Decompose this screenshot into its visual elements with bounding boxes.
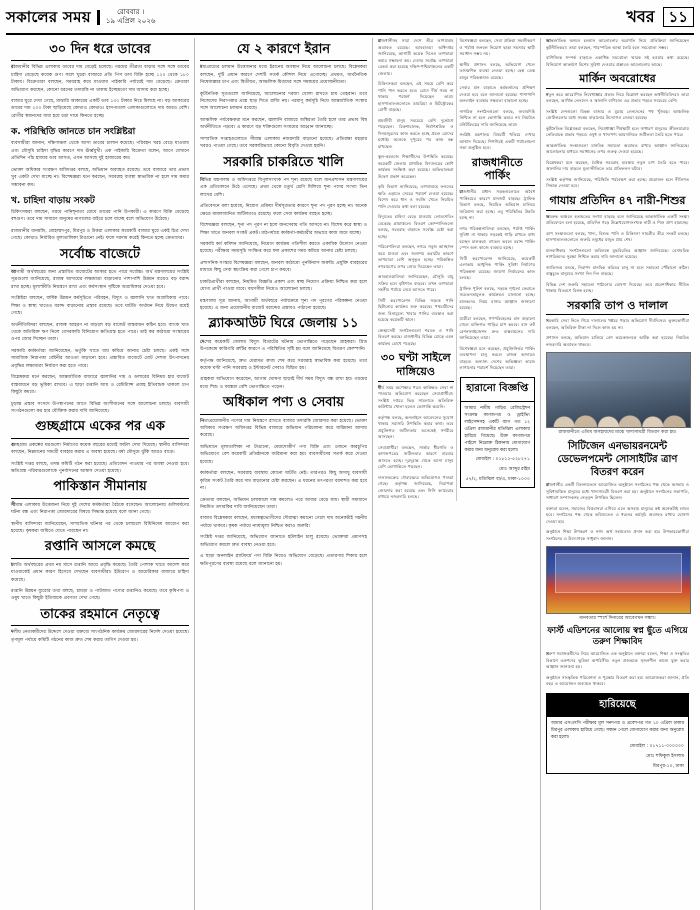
subheading: খ. চাহিদা বাড়ায় সংকট <box>11 195 95 206</box>
lost-notice-body: আমার নামীয় গাড়ির রেজিস্ট্রেশন সংক্রান্ত কাগজপত্র ও ড্রাইভিং লাইসেন্সসহ একটি ব্যাগ গত ১২ এপ্রিল রাজধানীর মতিঝিল এলাকায় হারিয়ে গিয়েছে। উক্ত কাগজপত্র পাইলে নিম্নোক্ত ঠিকানায় যোগাযোগ করার জন্য অনুরোধ করা হলো। <box>464 405 530 453</box>
headline-guchhogram: গুচ্ছগ্রামে একের পর এক <box>11 419 189 438</box>
headline-budget: সর্বোচ্চ বাজেটে <box>11 247 189 266</box>
photo-headline-first-edition: ফার্স্ট এডিশনের আলোয় স্বপ্ন ছুঁতে এগিয়ে তরুণ শিক্ষাবিদ <box>547 626 688 648</box>
subheading: ক. পরিস্থিতি জানতে চান সংশ্লিষ্টরা <box>11 127 136 138</box>
article-paragraph: অভিযানে মূল্যতালিকা না টাঙানো, মেয়াদোত্তীর্ণ পণ্য বিক্রি এবং ওজনে কারচুপির অভিযোগে বেশ কয়েকটি প্রতিষ্ঠানকে জরিমানা করা হয়। ব্যবসায়ীদের সতর্ক করে দেওয়া হয়েছে। <box>200 444 367 465</box>
article-paragraph: সংশ্লিষ্ট মন্ত্রণালয় বিষয়টি খতিয়ে দেখার আশ্বাস দিয়েছে। শিগগিরই একটি পর্যালোচনা সভা অনুষ্ঠিত হবে। <box>459 132 535 150</box>
article-paragraph: রাজধানীসহ সারা দেশে তীব্র তাপপ্রবাহ অব্যাহত রয়েছে। আবহাওয়া অধিদপ্তর জানিয়েছে, আগামী কয়েক দিনেও তাপমাত্রা কমার সম্ভাবনা কম। দেশের সর্বোচ্চ তাপমাত্রা রেকর্ড করা হয়েছে দক্ষিণ-পশ্চিমাঞ্চলের একটি জেলায়। <box>378 38 454 76</box>
headline-blackout: ব্ল্যাকআউট ঘিরে জেলায় ১১ <box>200 316 367 335</box>
column-2 <box>194 38 372 910</box>
article-paragraph: সিটি করপোরেশন জানিয়েছে, কয়েকটি এলাকায় আধুনিক পার্কিং সুবিধা নির্মাণের পরিকল্পনা রয়েছে। জায়গা নির্বাচনের কাজ চলছে। <box>459 255 535 280</box>
lost-notice-address-2: মিরপুর-১০, ঢাকা <box>652 763 684 769</box>
photo-headline-cends: সিটিজেন এনভায়রনমেন্ট ডেভেলপমেন্ট সোসাইটির ত্রাণ বিতরণ করেন <box>557 441 678 479</box>
article-paragraph: নাগরিক সংগঠনগুলো বলছে, জবাবদিহি নিশ্চিত না হলে ভোগান্তি কমবে না। নিয়মিত মনিটরিংয়ের দাবি জানিয়েছে তারা। <box>459 108 535 127</box>
article-paragraph: ত্রাণ সংস্থাগুলো বলছে, খাদ্য, বিশুদ্ধ পানি ও চিকিৎসা সামগ্রীর তীব্র সংকট চলছে। হাসপাতালগুলোতে জরুরি ওষুধের মজুত প্রায় শেষ। <box>546 230 689 242</box>
issue-date <box>106 8 156 27</box>
article-paragraph: গ্রাহকরা অভিযোগ করেছেন, আগাম ঘোষণা ছাড়াই দীর্ঘ সময় বিদ্যুৎ বন্ধ রাখা হয়। গরমের মধ্যে শিশু ও বয়স্করা বেশি ভোগান্তিতে পড়েন। <box>200 377 367 390</box>
article-paragraph: আন্তর্জাতিক সংস্থাগুলো মানবিক সহায়তা অব্যাহত রাখার আহ্বান জানিয়েছে। আলোচনার মাধ্যমে সমাধানের ওপর গুরুত্ব দেওয়া হয়েছে। <box>546 142 689 155</box>
article-paragraph: কূটনৈতিক সূত্রগুলো জানিয়েছে, আলোচনার দরজা খোলা রাখতে চায় তেহরান। তবে নিজেদের নিরাপত্তার প্রশ্নে ছাড় দিতে রাজি নয়। পরমাণু কর্মসূচি নিয়ে আন্তর্জাতিক সংস্থার সঙ্গে আলোচনা চলমান রয়েছে। <box>200 91 367 112</box>
article-paragraph: চিকিৎসকরা বলছেন, এই সময়ে বেশি করে পানি পান করতে হবে। রোদে দীর্ঘ সময় না থাকার পরামর্শ দিয়েছেন তারা। হাসপাতালগুলোতে ডায়রিয়া ও হিটস্ট্রোকের রোগী বাড়ছে। <box>378 81 454 112</box>
page-number: ১১ <box>663 7 694 28</box>
article-paragraph: মানবাধিকার সংগঠনগুলো অবিলম্বে যুদ্ধবিরতির আহ্বান জানিয়েছে। বেসামরিক নাগরিকদের সুরক্ষা নিশ্চিত করার দাবি জানানো হয়েছে। <box>546 247 689 259</box>
column-3-inner <box>378 38 535 501</box>
article-paragraph: চলতি অর্থবছরের প্রথম নয় মাসে রপ্তানি আয়ে প্রবৃদ্ধি কমেছে। তৈরি পোশাক খাতে আদেশ কমে যাওয়াকেই প্রধান কারণ হিসেবে দেখছেন ব্যবসায়ীরা। ইউরোপ ও আমেরিকার বাজারে চাহিদা কমেছে। <box>11 562 189 583</box>
article-paragraph: শ্রমজীবী মানুষ সবচেয়ে বেশি দুর্ভোগে পড়েছেন। রিকশাচালক, নির্মাণশ্রমিক ও দিনমজুরদের কাজ করতে হচ্ছে প্রচণ্ড রোদের মধ্যেই। অনেকে দুপুরের পর কাজ বন্ধ রাখছেন। <box>378 117 454 149</box>
article-paragraph: রাজধানীর প্রধান সড়কগুলোতে অবৈধ পার্কিংয়ের কারণে যানজট বাড়ছে। ট্রাফিক বিভাগ বলছে, নিয়মিত অভিযান চালিয়ে জরিমানা করা হচ্ছে। তবু পরিস্থিতির উন্নতি হচ্ছে না। <box>459 189 535 220</box>
article-paragraph: চিকিৎসকরা বলছেন, গরমে পানিশূন্যতা রোধে ডাবের পানি উপকারী। এ কারণে বিক্রি বেড়েছে বহুগুণ। তবে দাম সাধারণ মানুষের নাগালের বাইরে চলে যাচ্ছে বলে অভিযোগ উঠেছে। <box>11 209 189 223</box>
article-paragraph: সরকারি কর্ম কমিশন জানিয়েছে, নিয়োগ কার্যক্রম গতিশীল করতে একাধিক উদ্যোগ নেওয়া হয়েছে। পরীক্ষার সময়সূচি সংক্ষিপ্ত করে ফল প্রকাশের সময় কমিয়ে আনার চেষ্টা চলছে। <box>200 241 367 255</box>
photo-relief-distribution <box>546 352 691 428</box>
article-paragraph: তরুণ সমাজকর্মীদের নিয়ে আয়োজিত এক অনুষ্ঠানে বক্তারা বলেন, শিক্ষা ও সংস্কৃতির বিকাশে তরুণদের ভূমিকা অপরিসীম। নতুন প্রজন্মকে সৃজনশীল কাজে যুক্ত করার আহ্বান জানানো হয়। <box>546 651 689 670</box>
article-paragraph: বিশেষজ্ঞরা বলছেন, শূন্য পদ পূরণ না হলে জনসেবায় গতি আসবে না। বিশেষ করে স্বাস্থ্য ও শিক্ষা খাতে জনবল সংকট প্রকট। মাঠপর্যায়ে কর্মকর্তা-কর্মচারীর অভাবে কাজ জমে যাচ্ছে। <box>200 223 367 236</box>
article-paragraph: অনুষ্ঠানে শিক্ষা উপকরণ ও নগদ অর্থ সহায়তাও প্রদান করা হয়। উপকারভোগীরা সংগঠনের এ উদ্যোগকে সাধুবাদ জানান। <box>546 529 689 541</box>
article-paragraph: দলীয় নেতাকর্মীদের উদ্দেশে দেওয়া বক্তব্যে সাংগঠনিক কার্যক্রম জোরদারের নির্দেশ দেওয়া হয়েছে। তৃণমূল পর্যায়ে কমিটি গঠনের কাজ দ্রুত শেষ করার তাগিদ দেওয়া হয়। <box>11 630 189 643</box>
headline-goods-services: অধিকাল পণ্য ও সেবায় <box>200 395 367 414</box>
issue-date-line1: রোববার । <box>117 7 145 16</box>
article-paragraph: বাজার ঘুরে দেখা গেছে, মাঝারি আকারের একটি ডাব ১৩০ টাকার নিচে মিলছে না। বড় আকারের ডাবের দাম ২০০ টাকা ছাড়িয়েছে কোথাও কোথাও। হাসপাতাল এলাকাগুলোতে দাম আরও বেশি। রোগীর স্বজনদের বাধ্য হয়ে চড়া দামে কিনতে হচ্ছে। <box>11 99 189 119</box>
masthead-right <box>626 4 694 31</box>
headline-govt-broker: সরকারি তাপ ও দালাল <box>546 299 689 316</box>
article-paragraph: এ ছাড়া অনলাইন প্ল্যাটফর্মে পণ্য বিক্রি নিয়েও অভিযোগ বেড়েছে। প্রতারণার শিকার হলে ক্ষতিপূরণের ব্যবস্থা রয়েছে বলে জানানো হয়। <box>200 554 367 567</box>
article-paragraph: বাণিজ্যিক সম্পর্ক বাড়াতে একাধিক সমঝোতা স্মারক সই হওয়ার কথা রয়েছে। বিনিয়োগ আকর্ষণে বিশেষ সুবিধা দেওয়ার প্রস্তাবও আলোচনায় আছে। <box>546 55 689 67</box>
article-paragraph: বিশ্লেষকরা মনে করছেন, বৈশ্বিক সরবরাহ ব্যবস্থায় নতুন চাপ তৈরি হতে পারে। জ্বালানির দাম বাড়লে মূল্যস্ফীতিতে তার প্রতিফলন ঘটবে। <box>546 159 689 172</box>
article-paragraph: স্কুল-কলেজে শিক্ষার্থীদের উপস্থিতি কমেছে। কয়েকটি জেলায় প্রাথমিক বিদ্যালয়ের শ্রেণি কার্যক্রম সংক্ষিপ্ত করা হয়েছে। অভিভাবকরা উদ্বেগ প্রকাশ করেছেন। <box>378 154 454 179</box>
headline-leadership: তাকের রহমানে নেতৃত্বে <box>11 607 189 626</box>
article-paragraph: সাম্প্রতিক সপ্তাহগুলোতে সীমান্ত এলাকায় নজরদারি বাড়ানো হয়েছে। প্রতিরক্ষা মহড়ার খবরও পাওয়া গেছে। তবে সরকারিভাবে কোনো বিবৃতি দেওয়া হয়নি। <box>200 136 367 150</box>
column-1 <box>6 38 194 910</box>
issue-date-line2: ১৯ এপ্রিল ২০২৬ <box>105 17 156 25</box>
headline-gaza: গাযায় প্রতিদিন ৪৭ নারী-শিশুর <box>546 194 689 211</box>
article-paragraph: কর্তৃপক্ষ বলছে, অনলাইনে আবেদনের সুযোগ থাকায় সরাসরি উপস্থিতি কমার কথা। তবে প্রযুক্তিগত জটিলতায় অনেকেই সশরীরে আসছেন। <box>378 414 454 439</box>
article-paragraph: প্রতিবেদনে বলা হয়েছে, নিয়োগ প্রক্রিয়া দীর্ঘসূত্রতার কারণে শূন্য পদ পূরণ হচ্ছে না। অনেক ক্ষেত্রে মামলাজনিত জটিলতাও রয়েছে। ফলে সেবা কার্যক্রম ব্যাহত হচ্ছে। <box>200 204 367 217</box>
photo-caption: মানবতার স্পর্শে দিনারের আবেগঘন সন্ধ্যা। <box>579 616 656 622</box>
article-paragraph: সংশ্লিষ্ট কর্তৃপক্ষ জানিয়েছে, পরিস্থিতি পর্যবেক্ষণ করা হচ্ছে। প্রয়োজন হলে নীতিগত সিদ্ধান্ত নেওয়া হবে। <box>546 176 689 189</box>
article-paragraph: আঞ্চলিক পর্যবেক্ষকরা মনে করছেন, জ্বালানি বাজারে অস্থিরতা তৈরি হলে তার প্রভাব বিশ্ব অর্থনীতিতে পড়বে। এ কারণে বড় শক্তিগুলো সংযমের আহ্বান জানাচ্ছে। <box>200 117 367 131</box>
article-paragraph: স্বেচ্ছাসেবী সংগঠনগুলো শরবত ও পানি বিতরণ করছে। রাজধানীর বিভিন্ন মোড়ে এমন কার্যক্রম চোখে পড়েছে। <box>378 327 454 346</box>
article-paragraph: স্থানীয় প্রশাসন বলছে, অভিযোগ পেলে তাৎক্ষণিক ব্যবস্থা নেওয়া হচ্ছে। হেল্প ডেস্ক চালুর পরিকল্পনাও রয়েছে। <box>459 61 535 80</box>
article-paragraph: রাজধানীর বিভিন্ন এলাকায় ডাবের দাম বেড়েই চলেছে। গরমের তীব্রতা বাড়ার সঙ্গে সঙ্গে ডাবের চাহিদা বেড়েছে কয়েক গুণ। ফলে খুচরা বাজারে প্রতি পিস ডাব বিক্রি হচ্ছে ১২০ থেকে ১৮০ টাকায়। বিক্রেতারা বলছেন, সরবরাহ কমে যাওয়ায় পাইকারি পর্যায়েই দাম বেড়েছে। ক্রেতারা অভিযোগ করছেন, কোনো ধরনের তদারকি না থাকায় ইচ্ছেমতো দাম আদায় করা হচ্ছে। <box>11 65 189 93</box>
article-paragraph: নিত্যপ্রয়োজনীয় পণ্যের দাম নিয়ন্ত্রণে রাখতে বাজার তদারকি জোরদার করা হয়েছে। ভোক্তা অধিকার সংরক্ষণ অধিদপ্তর বিভিন্ন বাজারে অভিযান পরিচালনা করে জরিমানা আদায় করেছে। <box>200 418 367 439</box>
article-paragraph: প্রশাসন বলছে, অভিযান চালিয়ে বেশ কয়েকজনকে আটক করা হয়েছে। নিয়মিত নজরদারি অব্যাহত থাকবে। <box>546 335 689 347</box>
article-paragraph: চূড়ান্ত প্রস্তাব সংসদে উপস্থাপনের আগে বিভিন্ন অংশীজনের সঙ্গে আলোচনা চলছে। ব্যবসায়ী সংগঠনগুলো কর হার যৌক্তিক করার দাবি জানিয়েছে। <box>11 401 189 414</box>
masthead <box>6 4 694 35</box>
paper-name: সকালের সময় <box>6 10 100 25</box>
article-paragraph: সংশ্লিষ্টরা বলছেন, বার্ষিক উন্নয়ন কর্মসূচিতে পরিবহন, বিদ্যুৎ ও জ্বালানি খাত অগ্রাধিকার পাবে। শিক্ষা ও স্বাস্থ্য খাতেও বরাদ্দ বাড়ানোর প্রস্তাব রয়েছে। তবে ঘাটতি অর্থায়ন নিয়ে উদ্বেগ রয়েই গেছে। <box>11 296 189 317</box>
article-paragraph: সীমান্ত এলাকায় উত্তেজনা নিয়ে দুই দেশের কর্মকর্তারা বৈঠকে বসেছেন। আলোচনায় গুলিবর্ষণের ঘটনা বন্ধ এবং নিরাপত্তা জোরদারের বিষয়ে সিদ্ধান্ত হয়েছে বলে জানা গেছে। <box>11 502 189 516</box>
article-paragraph: বিশেষজ্ঞরা বলছেন, সেবা প্রক্রিয়া সহজীকরণ ও পর্যাপ্ত জনবল নিয়োগ ছাড়া সমস্যার স্থায়ী সমাধান সম্ভব নয়। <box>459 38 535 56</box>
lost-notice-title-2: হারিয়েছে <box>547 694 688 717</box>
article-paragraph: চাকরিপ্রার্থীরা বলছেন, নিয়মিত বিজ্ঞপ্তি প্রকাশ এবং স্বচ্ছ নিয়োগ প্রক্রিয়া নিশ্চিত করা হলে যোগ্য প্রার্থী পাওয়া যাবে। বয়সসীমা নিয়েও আলোচনা চলছে। <box>200 279 367 293</box>
article-paragraph: রপ্তানি উন্নয়ন ব্যুরোর তথ্য বলছে, চামড়া ও পাটজাত পণ্যের রপ্তানিও কমেছে। তবে কৃষিপণ্য ও ওষুধ খাতে কিছুটা ইতিবাচক প্রবণতা দেখা গেছে। <box>11 588 189 602</box>
article-paragraph: সংশ্লিষ্ট দেশগুলো বিকল্প বাজার ও মুদ্রায় লেনদেনের পথ খুঁজছে। আঞ্চলিক জোটগুলোর মধ্যে সমন্বয় বাড়ানোর উদ্যোগও নেওয়া হয়েছে। <box>546 108 689 121</box>
article-paragraph: ট্রাফিক পুলিশ বলছে, সড়কে শৃঙ্খলা ফেরাতে সচেতনতামূলক কার্যক্রমও চালানো হচ্ছে। চালকদের নিয়ম মানার আহ্বান জানানো হয়েছে। <box>459 285 535 310</box>
article-paragraph: সেবার মান বাড়াতে কর্মকর্তাদের প্রশিক্ষণ দেওয়া হবে বলে জানানো হয়েছে। পাশাপাশি অনলাইন ব্যবস্থার সক্ষমতা বাড়ানো হচ্ছে। <box>459 85 535 103</box>
headline-us-sanctions: মার্কিন অবরোধের <box>546 72 689 89</box>
lost-notice-address: ৫৭/২, মতিঝিল বা/এ, ঢাকা-১০০০ <box>465 476 530 482</box>
article-paragraph: রাজধানীর একটি মিলনায়তনে আয়োজিত অনুষ্ঠানে সংগঠনের পক্ষ থেকে অসহায় ও সুবিধাবঞ্চিত মানুষের মধ্যে খাদ্যসামগ্রী বিতরণ করা হয়। অনুষ্ঠানে সংগঠনের সভাপতি, সাধারণ সম্পাদকসহ নেতৃবৃন্দ উপস্থিত ছিলেন। <box>546 482 689 501</box>
article-paragraph: দালালচক্রের দৌরাত্ম্যের অভিযোগও পাওয়া গেছে। কর্তৃপক্ষ জানিয়েছে, নিরাপত্তা জোরদার করা হয়েছে এবং সিসি ক্যামেরার মাধ্যমে নজরদারি চলছে। <box>378 474 454 499</box>
article-paragraph: সরকারি কর্মকর্তারা জানিয়েছেন, ভর্তুকি খাতে ব্যয় কমিয়ে আনার চেষ্টা চলছে। একই সঙ্গে সামাজিক নিরাপত্তা বেষ্টনীর আওতা বাড়ানো হবে। প্রস্তাবিত বাজেটে মোট দেশজ উৎপাদনের প্রবৃদ্ধির লক্ষ্যমাত্রা নির্ধারণ করা হতে পারে। <box>11 348 189 369</box>
article-paragraph: পরিবেশবিদরা বলছেন, নগরে সবুজ আচ্ছাদন কমে যাওয়া এবং জলাশয় ভরাটের কারণে তাপমাত্রা বেশি অনুভূত হচ্ছে। পরিকল্পিত নগরায়ণের ওপর জোর দিয়েছেন তারা। <box>378 244 454 269</box>
article-paragraph: বিদ্যুতের চাহিদা বেড়ে যাওয়ায় লোডশেডিং বেড়েছে গ্রামাঞ্চলে। বিতরণ কোম্পানিগুলো বলছে, সরবরাহ বাড়াতে সর্বোচ্চ চেষ্টা করা হচ্ছে। <box>378 214 454 239</box>
article-paragraph: সেবাপ্রার্থীরা বলছেন, সার্ভার ধীরগতি ও কাগজপত্রের জটিলতার কারণে বারবার আসতে হচ্ছে। দূরদূরান্ত থেকে আসা মানুষ বেশি ভোগান্তিতে পড়ছেন। <box>378 444 454 469</box>
article-paragraph: সরকারি সেবা নিতে গিয়ে দালালের খপ্পরে পড়ার অভিযোগ দীর্ঘদিনের। ভুক্তভোগীরা বলছেন, অতিরিক্ত টাকা না দিলে কাজ হয় না। <box>546 318 689 330</box>
lost-notice-name: মোঃ আব্দুর রহিম <box>498 466 530 472</box>
article-paragraph: আন্তর্জাতিক অঙ্গনে চলমান আলোচনার অগ্রগতি নিয়ে প্রতিক্রিয়া জানিয়েছেন কূটনীতিকরা। তারা বলছেন, পারস্পরিক আস্থা তৈরি হলে সমঝোতা সম্ভব। <box>546 38 689 50</box>
article-paragraph: কর্মকর্তারা বলছেন, সরবরাহ ব্যবস্থায় কোনো ঘাটতি নেই। তারপরও কিছু অসাধু ব্যবসায়ী কৃত্রিম সংকট তৈরি করে দাম বাড়ানোর চেষ্টা করছেন। এ ধরনের তৎপরতা বরদাশত করা হবে না। <box>200 471 367 492</box>
article-paragraph: নগর পরিকল্পনাবিদরা বলছেন, পর্যাপ্ত পার্কিং সুবিধা না থাকায় সড়কেই গাড়ি রাখতে বাধ্য হচ্ছেন চালকরা। বহুতল ভবনে বরাদ্দ পার্কিং স্পেস অন্য কাজে ব্যবহার হচ্ছে। <box>459 225 535 250</box>
article-paragraph: বিভিন্ন মন্ত্রণালয় ও অধিদপ্তরে বিপুলসংখ্যক পদ শূন্য রয়েছে বলে জনপ্রশাসন মন্ত্রণালয়ের এক প্রতিবেদনে উঠে এসেছে। প্রথম থেকে চতুর্থ শ্রেণি মিলিয়ে শূন্য পদের সংখ্যা তিন লাখের বেশি। <box>200 177 367 198</box>
article-paragraph: মন্ত্রণালয় সূত্র জানায়, আগামী অর্থবছরে পর্যায়ক্রমে শূন্য পদ পূরণের পরিকল্পনা নেওয়া হয়েছে। এ জন্য প্রয়োজনীয় বাজেট বরাদ্দের প্রস্তাবও পাঠানো হয়েছে। <box>200 298 367 311</box>
article-paragraph: নতুন করে আরোপিত নিষেধাজ্ঞার প্রভাব নিয়ে বিশ্লেষণ করছেন অর্থনীতিবিদরা। তারা বলছেন, আর্থিক লেনদেন ও জ্বালানি বাণিজ্যে এর প্রভাব পড়বে সবচেয়ে বেশি। <box>546 91 689 104</box>
article-paragraph: গুচ্ছগ্রাম প্রকল্পের ঘরগুলো নির্মাণের কয়েক বছরের মধ্যেই ফাটল দেখা দিয়েছে। স্থানীয় বাসিন্দারা বলছেন, নিম্নমানের সামগ্রী ব্যবহার করায় এ অবস্থা হয়েছে। বর্ষা মৌসুমে ঝুঁকি আরও বাড়ে। <box>11 442 189 456</box>
lost-notice-name-2: মোঃ শফিকুল ইসলাম <box>646 753 684 759</box>
article-paragraph: অনুষ্ঠানে সাংস্কৃতিক পরিবেশনা ও পুরস্কার বিতরণ করা হয়। আয়োজকরা জানান, প্রতি বছর এ আয়োজন অব্যাহত থাকবে। <box>546 674 689 687</box>
article-paragraph: বাজার বিশ্লেষকরা বলছেন, মধ্যস্বত্বভোগীদের দৌরাত্ম্য কমানো গেলে দাম অনেকটাই সহনীয় পর্যায়ে থাকবে। কৃষক পর্যায়ে ন্যায্যমূল্য নিশ্চিত করাও জরুরি। <box>200 516 367 529</box>
article-paragraph: কৃষি বিভাগ জানিয়েছে, তাপপ্রবাহে ফসলের ক্ষতি এড়াতে সেচের পরামর্শ দেওয়া হয়েছে। বিশেষ করে ধান ও সবজি খেতে নিয়মিত পানি দেওয়ার কথা বলা হয়েছে। <box>378 184 454 209</box>
article-paragraph: বিভিন্ন দেশ জরুরি সহায়তা পাঠানোর ঘোষণা দিয়েছে। তবে প্রবেশাধিকার সীমিত থাকায় বিতরণে বিলম্ব হচ্ছে। <box>546 281 689 293</box>
article-paragraph: বিশ্লেষকরা মনে করছেন, আন্তর্জাতিক বাজারে জ্বালানির দাম ও ডলারের বিনিময় হার বাজেট বাস্তবায়নে বড় ভূমিকা রাখবে। এ ছাড়া রপ্তানি আয় ও রেমিট্যান্স প্রবাহ ইতিবাচক থাকলে চাপ কিছুটা কমবে। <box>11 375 189 396</box>
lost-notice-box <box>460 377 536 488</box>
article-paragraph: আগামী অর্থবছরের জন্য প্রস্তাবিত বাজেটের আকার হতে পারে সর্বোচ্চ। অর্থ মন্ত্রণালয়ের সংশ্লিষ্ট সূত্রগুলো জানিয়েছে, রাজস্ব আদায়ের লক্ষ্যমাত্রা বাড়ানোর পাশাপাশি উন্নয়ন ব্যয়েও বড় বরাদ্দ রাখা হচ্ছে। মূল্যস্ফীতি নিয়ন্ত্রণে রাখা এবং কর্মসংস্থান সৃষ্টিকে অগ্রাধিকার দেওয়া হবে। <box>11 269 189 290</box>
lost-notice-body-2: আমার এসএসসি পরীক্ষার মূল সনদপত্র ও প্রবেশপত্র গত ১০ এপ্রিল ঢাকার মিরপুর এলাকায় হারিয়ে গেছে। সন্ধান পেলে যোগাযোগ করার জন্য অনুরোধ করা হলো। <box>551 720 684 740</box>
headline-export: রপ্তানি আসলে কমছে <box>11 539 189 558</box>
article-paragraph: ভোক্তা অধিকার সংরক্ষণ অধিদপ্তর বলছে, অভিযান অব্যাহত রয়েছে। তবে বাজারে তার প্রভাব খুব একটা দেখা যাচ্ছে না। বিশেষজ্ঞরা মনে করছেন, সরবরাহ ব্যবস্থা স্বাভাবিক না হলে দাম কমার সম্ভাবনা কম। <box>11 167 189 188</box>
article-paragraph: বক্তারা বলেন, সমাজের বিত্তবানরা এগিয়ে এলে অসহায় মানুষের কষ্ট অনেকটাই লাঘব হবে। সংগঠনের পক্ষ থেকে ভবিষ্যতেও এ ধরনের কর্মসূচি অব্যাহত রাখার ঘোষণা দেওয়া হয়। <box>546 505 689 524</box>
article-paragraph: অর্থনীতিবিদরা বলছেন, রাজস্ব আহরণ না বাড়লে বড় বাজেট বাস্তবায়ন কঠিন হবে। ব্যাংক খাত থেকে অতিরিক্ত ঋণ নিলে বেসরকারি বিনিয়োগ ক্ষতিগ্রস্ত হতে পারে। তাই কর কাঠামো সংস্কারের ওপর জোর দিচ্ছেন তারা। <box>11 322 189 343</box>
lost-notice-title: হারানো বিজ্ঞপ্তি <box>461 378 535 402</box>
article-paragraph: মধ্যপ্রাচ্যের চলমান উত্তেজনার মধ্যে ইরানের অবস্থান নিয়ে আলোচনা চলছে। বিশ্লেষকরা বলছেন, দুটি প্রধান কারণে দেশটি সতর্ক কৌশল নিয়ে এগোচ্ছে। প্রথমত, অর্থনৈতিক নিষেধাজ্ঞার চাপ এবং দ্বিতীয়ত, আঞ্চলিক মিত্রদের সঙ্গে সমন্বয়ের প্রয়োজনীয়তা। <box>200 65 367 86</box>
column-grid <box>6 38 694 910</box>
article-paragraph: সিটি করপোরেশন বিভিন্ন সড়কে পানি ছিটানোর কার্যক্রম শুরু করেছে। পথচারীদের জন্য বিনামূল্যে খাবার পানির ব্যবস্থাও করা হয়েছে কয়েকটি স্থানে। <box>378 297 454 322</box>
article-paragraph: ক্রেতারা বলছেন, অভিযান চলাকালে দাম কমলেও পরে আবার বেড়ে যায়। স্থায়ী সমাধানে নিয়মিত তদারকির দাবি জানিয়েছেন তারা। <box>200 497 367 510</box>
article-paragraph: জাতিসংঘ বলছে, নিরাপদ মানবিক করিডর চালু না হলে সহায়তা পৌঁছানো কঠিন। বাস্তুচ্যুত মানুষের সংখ্যা দিন দিন বাড়ছে। <box>546 264 689 276</box>
article-paragraph: যাত্রীরা বলছেন, গণপরিবহনের মান বাড়ানো গেলে ব্যক্তিগত গাড়ির চাপ কমবে। বাস রুট রেশনালাইজেশন দ্রুত বাস্তবায়নের দাবি জানিয়েছেন তারা। <box>459 315 535 340</box>
lost-notice-contact: মোবাইল : ০১৮১২-৫২৮২৭১ <box>475 456 530 462</box>
article-paragraph: প্রশাসনিক সংস্কার বিশেষজ্ঞরা বলছেন, জনবল কাঠামো পুনর্বিন্যাস জরুরি। প্রযুক্তি ব্যবহারের মাধ্যমে কিছু সেবা স্বয়ংক্রিয় করা গেলে চাপ কমবে। <box>200 260 367 274</box>
photo-event-banner <box>546 546 691 614</box>
headline-daber: ৩০ দিন ধরে ডাবের <box>11 42 189 61</box>
headline-iran: যে ২ কারণে ইরান <box>200 42 367 61</box>
headline-parking: রাজধানীতে পার্কিং <box>460 156 536 187</box>
lost-notice-contact-2: মোবাইল : ০১৭১১-০০০০০০ <box>629 743 684 749</box>
headline-pakistan: পাকিস্তান সীমানায় <box>11 479 189 498</box>
article-paragraph: অবরুদ্ধ অঞ্চলে হতাহতের সংখ্যা বাড়ছে বলে জানিয়েছে আন্তর্জাতিক একটি সংস্থা। প্রতিবেদনে বলা হয়েছে, প্রতিদিন গড়ে উল্লেখযোগ্যসংখ্যক নারী ও শিশু প্রাণ হারাচ্ছে। <box>546 213 689 225</box>
section-title: খবর <box>626 6 655 26</box>
article-paragraph: কর্তৃপক্ষ জানিয়েছে, দ্রুত মেরামত কাজ শেষ করে সরবরাহ স্বাভাবিক করা হয়েছে। তবে কয়েক ঘণ্টা পানি সরবরাহ ও ইন্টারনেট সেবাও বিঘ্নিত হয়। <box>200 358 367 371</box>
column-4 <box>540 38 694 910</box>
article-paragraph: কূটনৈতিক বিশ্লেষকরা বলছেন, নিষেধাজ্ঞা দীর্ঘস্থায়ী হলে সাধারণ মানুষের জীবনযাত্রায় নেতিবাচক প্রভাব পড়বে। ওষুধ ও খাদ্যপণ্য আমদানিতে জটিলতা তৈরি হতে পারে। <box>546 125 689 138</box>
article-paragraph: বিশেষজ্ঞরা মনে করছেন, প্রযুক্তিনির্ভর পার্কিং ব্যবস্থাপনা চালু করলে রাজস্ব আদায়ও বাড়বে। অন্যান্য দেশের অভিজ্ঞতা কাজে লাগানোর পরামর্শ দিয়েছেন তারা। <box>459 345 535 370</box>
article-paragraph: সংশ্লিষ্ট দপ্তর বলছে, তদন্ত কমিটি গঠন করা হয়েছে। প্রতিবেদন পাওয়ার পর ব্যবস্থা নেওয়া হবে। ক্ষতিগ্রস্ত পরিবারগুলোকে পুনর্বাসনের আশ্বাস দেওয়া হয়েছে। <box>11 461 189 474</box>
article-paragraph: রাজধানীর ধানমন্ডি, মোহাম্মদপুর, মিরপুর ও উত্তরা এলাকার কয়েকটি বাজার ঘুরে একই চিত্র দেখা গেছে। কোথাও নির্ধারিত মূল্যতালিকা টাঙানো নেই। ফলে দরদাম করেই কিনতে হচ্ছে ক্রেতাদের। <box>11 228 189 242</box>
article-paragraph: ব্যবসায়ীরা জানান, দক্ষিণাঞ্চল থেকে আসা ডাবের চালান কমেছে। পরিবহন খরচ বেড়ে যাওয়ায় এবং মৌসুমি চাহিদা বৃদ্ধির কারণে দাম ঊর্ধ্বমুখী। এক পাইকারি বিক্রেতা বলেন, আগে যেখানে প্রতিদিন পাঁচ হাজার ডাব আসত, এখন আসছে দুই হাজারের কম। <box>11 141 189 162</box>
photo-caption: রাজধানীতে এতিম অসহায়দের মাঝে খাদ্যসামগ্রী বিতরণ করা হয়। <box>558 430 677 436</box>
article-paragraph: সংশ্লিষ্ট দপ্তর জানিয়েছে, অভিযোগ জানাতে হটলাইন চালু রয়েছে। ভোক্তারা প্রমাণসহ অভিযোগ করলে দ্রুত ব্যবস্থা নেওয়া হবে। <box>200 535 367 548</box>
article-paragraph: স্থানীয় বাসিন্দারা জানিয়েছেন, সাম্প্রতিক ঘটনার পর থেকে চলাচলে বিধিনিষেধ আরোপ করা হয়েছে। কৃষকরা জমিতে যেতে পারছেন না। <box>11 521 189 534</box>
article-paragraph: দীর্ঘ সময় অপেক্ষার পরও কাঙ্ক্ষিত সেবা না পাওয়ার অভিযোগ করেছেন সেবাপ্রার্থীরা। সংশ্লিষ্ট দপ্তরে ভিড় সামলাতে অতিরিক্ত কাউন্টার খোলা হলেও ভোগান্তি কমেনি। <box>378 384 454 409</box>
headline-govt-jobs: সরকারি চাকরিতে খালি <box>200 155 367 174</box>
column-3 <box>372 38 540 910</box>
article-paragraph: দেশের কয়েকটি জেলায় বিদ্যুৎ বিভ্রাটের ঘটনায় ভোগান্তিতে পড়েছেন গ্রাহকরা। গ্রিড উপকেন্দ্রে কারিগরি ত্রুটির কারণে এ পরিস্থিতির সৃষ্টি হয় বলে জানিয়েছে বিতরণ কোম্পানি। <box>200 339 367 353</box>
lost-notice-box-2 <box>546 693 689 775</box>
masthead-left <box>6 8 155 27</box>
headline-thirty-hours: ৩০ ঘণ্টা সাইলে দাঙ্গিয়েও <box>378 351 454 382</box>
article-paragraph: আবহাওয়াবিদরা জানিয়েছেন, মৌসুমি বায়ু সক্রিয় হলে বৃষ্টিপাত বাড়বে। তখন তাপমাত্রা সহনীয় পর্যায়ে নেমে আসতে পারে। <box>378 274 454 292</box>
